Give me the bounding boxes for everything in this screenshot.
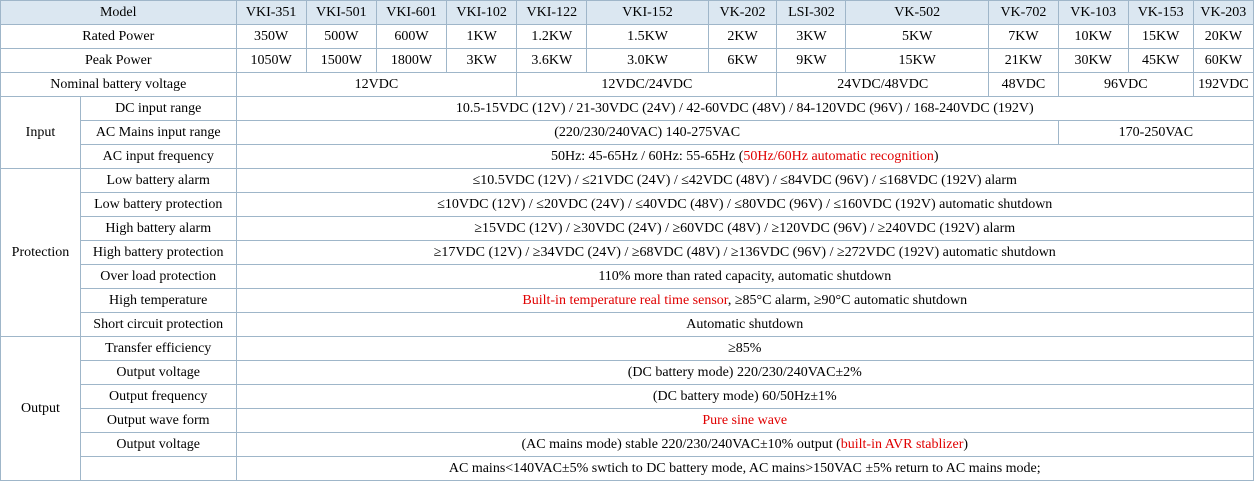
model-cell: VKI-601 bbox=[376, 1, 446, 25]
row-label: Low battery alarm bbox=[80, 169, 236, 193]
value-cell: Pure sine wave bbox=[236, 409, 1253, 433]
high-battery-alarm-row bbox=[1, 217, 1254, 241]
value-cell bbox=[236, 433, 1253, 457]
value-cell: 1KW bbox=[447, 25, 517, 49]
model-cell: VK-103 bbox=[1058, 1, 1128, 25]
transfer-note-row bbox=[1, 457, 1254, 481]
value-suffix: ) bbox=[933, 148, 939, 164]
row-label: High temperature bbox=[80, 289, 236, 313]
value-cell: (220/230/240VAC) 140-275VAC bbox=[236, 121, 1058, 145]
high-battery-protection-row bbox=[1, 241, 1254, 265]
value-cell: 60KW bbox=[1193, 49, 1253, 73]
rated-power-row bbox=[1, 25, 1254, 49]
model-cell: VKI-152 bbox=[587, 1, 708, 25]
value-text: , ≥85°C alarm, ≥90°C automatic shutdown bbox=[727, 292, 968, 308]
output-voltage-ac-row bbox=[1, 433, 1254, 457]
value-text: (AC mains mode) stable 220/230/240VAC±10% output ( bbox=[521, 436, 841, 452]
value-cell: 1800W bbox=[376, 49, 446, 73]
ac-mains-range-row bbox=[1, 121, 1254, 145]
high-temperature-row bbox=[1, 289, 1254, 313]
row-label bbox=[80, 457, 236, 481]
value-cell: 170-250VAC bbox=[1058, 121, 1253, 145]
row-label: DC input range bbox=[80, 97, 236, 121]
header-row bbox=[1, 1, 1254, 25]
output-frequency-row bbox=[1, 385, 1254, 409]
value-cell: 10KW bbox=[1058, 25, 1128, 49]
group-label-protection: Protection bbox=[1, 169, 81, 337]
value-cell: ≥85% bbox=[236, 337, 1253, 361]
row-label: Low battery protection bbox=[80, 193, 236, 217]
value-cell: 45KW bbox=[1128, 49, 1193, 73]
row-label: Transfer efficiency bbox=[80, 337, 236, 361]
model-header: Model bbox=[1, 1, 237, 25]
overload-protection-row bbox=[1, 265, 1254, 289]
output-wave-form-row bbox=[1, 409, 1254, 433]
value-suffix: ) bbox=[963, 436, 969, 452]
model-cell: VKI-122 bbox=[517, 1, 587, 25]
value-cell: 48VDC bbox=[989, 73, 1059, 97]
low-battery-protection-row bbox=[1, 193, 1254, 217]
value-cell: 7KW bbox=[989, 25, 1059, 49]
model-cell: VK-702 bbox=[989, 1, 1059, 25]
row-label: AC Mains input range bbox=[80, 121, 236, 145]
value-text: 50Hz: 45-65Hz / 60Hz: 55-65Hz ( bbox=[550, 148, 744, 164]
row-label: Over load protection bbox=[80, 265, 236, 289]
row-label: Peak Power bbox=[1, 49, 237, 73]
nominal-battery-row bbox=[1, 73, 1254, 97]
value-cell: ≥15VDC (12V) / ≥30VDC (24V) / ≥60VDC (48V) / ≥120VDC (96V) / ≥240VDC (192V) alarm bbox=[236, 217, 1253, 241]
model-cell: VK-153 bbox=[1128, 1, 1193, 25]
value-cell: 3KW bbox=[777, 25, 846, 49]
row-label: High battery protection bbox=[80, 241, 236, 265]
highlight-text: built-in AVR stablizer bbox=[840, 436, 964, 452]
row-label: Output voltage bbox=[80, 361, 236, 385]
value-cell: 12VDC bbox=[236, 73, 517, 97]
row-label: Nominal battery voltage bbox=[1, 73, 237, 97]
value-cell: AC mains<140VAC±5% swtich to DC battery mode, AC mains>150VAC ±5% return to AC mains mode; bbox=[236, 457, 1253, 481]
value-cell: 9KW bbox=[777, 49, 846, 73]
value-cell: ≥17VDC (12V) / ≥34VDC (24V) / ≥68VDC (48V) / ≥136VDC (96V) / ≥272VDC (192V) automatic shutdown bbox=[236, 241, 1253, 265]
row-label: Rated Power bbox=[1, 25, 237, 49]
model-cell: LSI-302 bbox=[777, 1, 846, 25]
short-circuit-row bbox=[1, 313, 1254, 337]
value-cell: 500W bbox=[306, 25, 376, 49]
value-cell: 350W bbox=[236, 25, 306, 49]
model-cell: VKI-102 bbox=[447, 1, 517, 25]
peak-power-row bbox=[1, 49, 1254, 73]
value-cell: 5KW bbox=[846, 25, 989, 49]
model-cell: VK-502 bbox=[846, 1, 989, 25]
group-label-output: Output bbox=[1, 337, 81, 481]
output-voltage-row bbox=[1, 361, 1254, 385]
value-cell: 30KW bbox=[1058, 49, 1128, 73]
value-cell: ≤10VDC (12V) / ≤20VDC (24V) / ≤40VDC (48V) / ≤80VDC (96V) / ≤160VDC (192V) automatic shutdown bbox=[236, 193, 1253, 217]
value-cell: ≤10.5VDC (12V) / ≤21VDC (24V) / ≤42VDC (48V) / ≤84VDC (96V) / ≤168VDC (192V) alarm bbox=[236, 169, 1253, 193]
model-cell: VKI-501 bbox=[306, 1, 376, 25]
highlight-text: Built-in temperature real time sensor bbox=[522, 292, 728, 308]
ac-input-frequency-row bbox=[1, 145, 1254, 169]
row-label: AC input frequency bbox=[80, 145, 236, 169]
low-battery-alarm-row bbox=[1, 169, 1254, 193]
row-label: Output frequency bbox=[80, 385, 236, 409]
model-cell: VKI-351 bbox=[236, 1, 306, 25]
value-cell: 3.6KW bbox=[517, 49, 587, 73]
value-cell: 1050W bbox=[236, 49, 306, 73]
value-cell: 96VDC bbox=[1058, 73, 1193, 97]
value-cell: 15KW bbox=[846, 49, 989, 73]
model-cell: VK-202 bbox=[708, 1, 777, 25]
highlight-text: 50Hz/60Hz automatic recognition bbox=[743, 148, 934, 164]
value-cell: Automatic shutdown bbox=[236, 313, 1253, 337]
value-cell: 6KW bbox=[708, 49, 777, 73]
row-label: Output voltage bbox=[80, 433, 236, 457]
value-cell: 15KW bbox=[1128, 25, 1193, 49]
row-label: Output wave form bbox=[80, 409, 236, 433]
value-cell: 600W bbox=[376, 25, 446, 49]
value-cell: 10.5-15VDC (12V) / 21-30VDC (24V) / 42-60VDC (48V) / 84-120VDC (96V) / 168-240VDC (192V) bbox=[236, 97, 1253, 121]
value-cell bbox=[236, 289, 1253, 313]
value-cell: 110% more than rated capacity, automatic shutdown bbox=[236, 265, 1253, 289]
transfer-efficiency-row bbox=[1, 337, 1254, 361]
dc-input-range-row bbox=[1, 97, 1254, 121]
value-cell: 21KW bbox=[989, 49, 1059, 73]
value-cell: 20KW bbox=[1193, 25, 1253, 49]
value-cell: 1.2KW bbox=[517, 25, 587, 49]
value-cell: 1500W bbox=[306, 49, 376, 73]
value-cell bbox=[236, 145, 1253, 169]
row-label: Short circuit protection bbox=[80, 313, 236, 337]
value-cell: (DC battery mode) 220/230/240VAC±2% bbox=[236, 361, 1253, 385]
value-cell: 3.0KW bbox=[587, 49, 708, 73]
value-cell: 24VDC/48VDC bbox=[777, 73, 989, 97]
value-cell: 1.5KW bbox=[587, 25, 708, 49]
group-label-input: Input bbox=[1, 97, 81, 169]
value-cell: (DC battery mode) 60/50Hz±1% bbox=[236, 385, 1253, 409]
value-cell: 192VDC bbox=[1193, 73, 1253, 97]
model-cell: VK-203 bbox=[1193, 1, 1253, 25]
value-cell: 12VDC/24VDC bbox=[517, 73, 777, 97]
row-label: High battery alarm bbox=[80, 217, 236, 241]
value-cell: 2KW bbox=[708, 25, 777, 49]
value-cell: 3KW bbox=[447, 49, 517, 73]
